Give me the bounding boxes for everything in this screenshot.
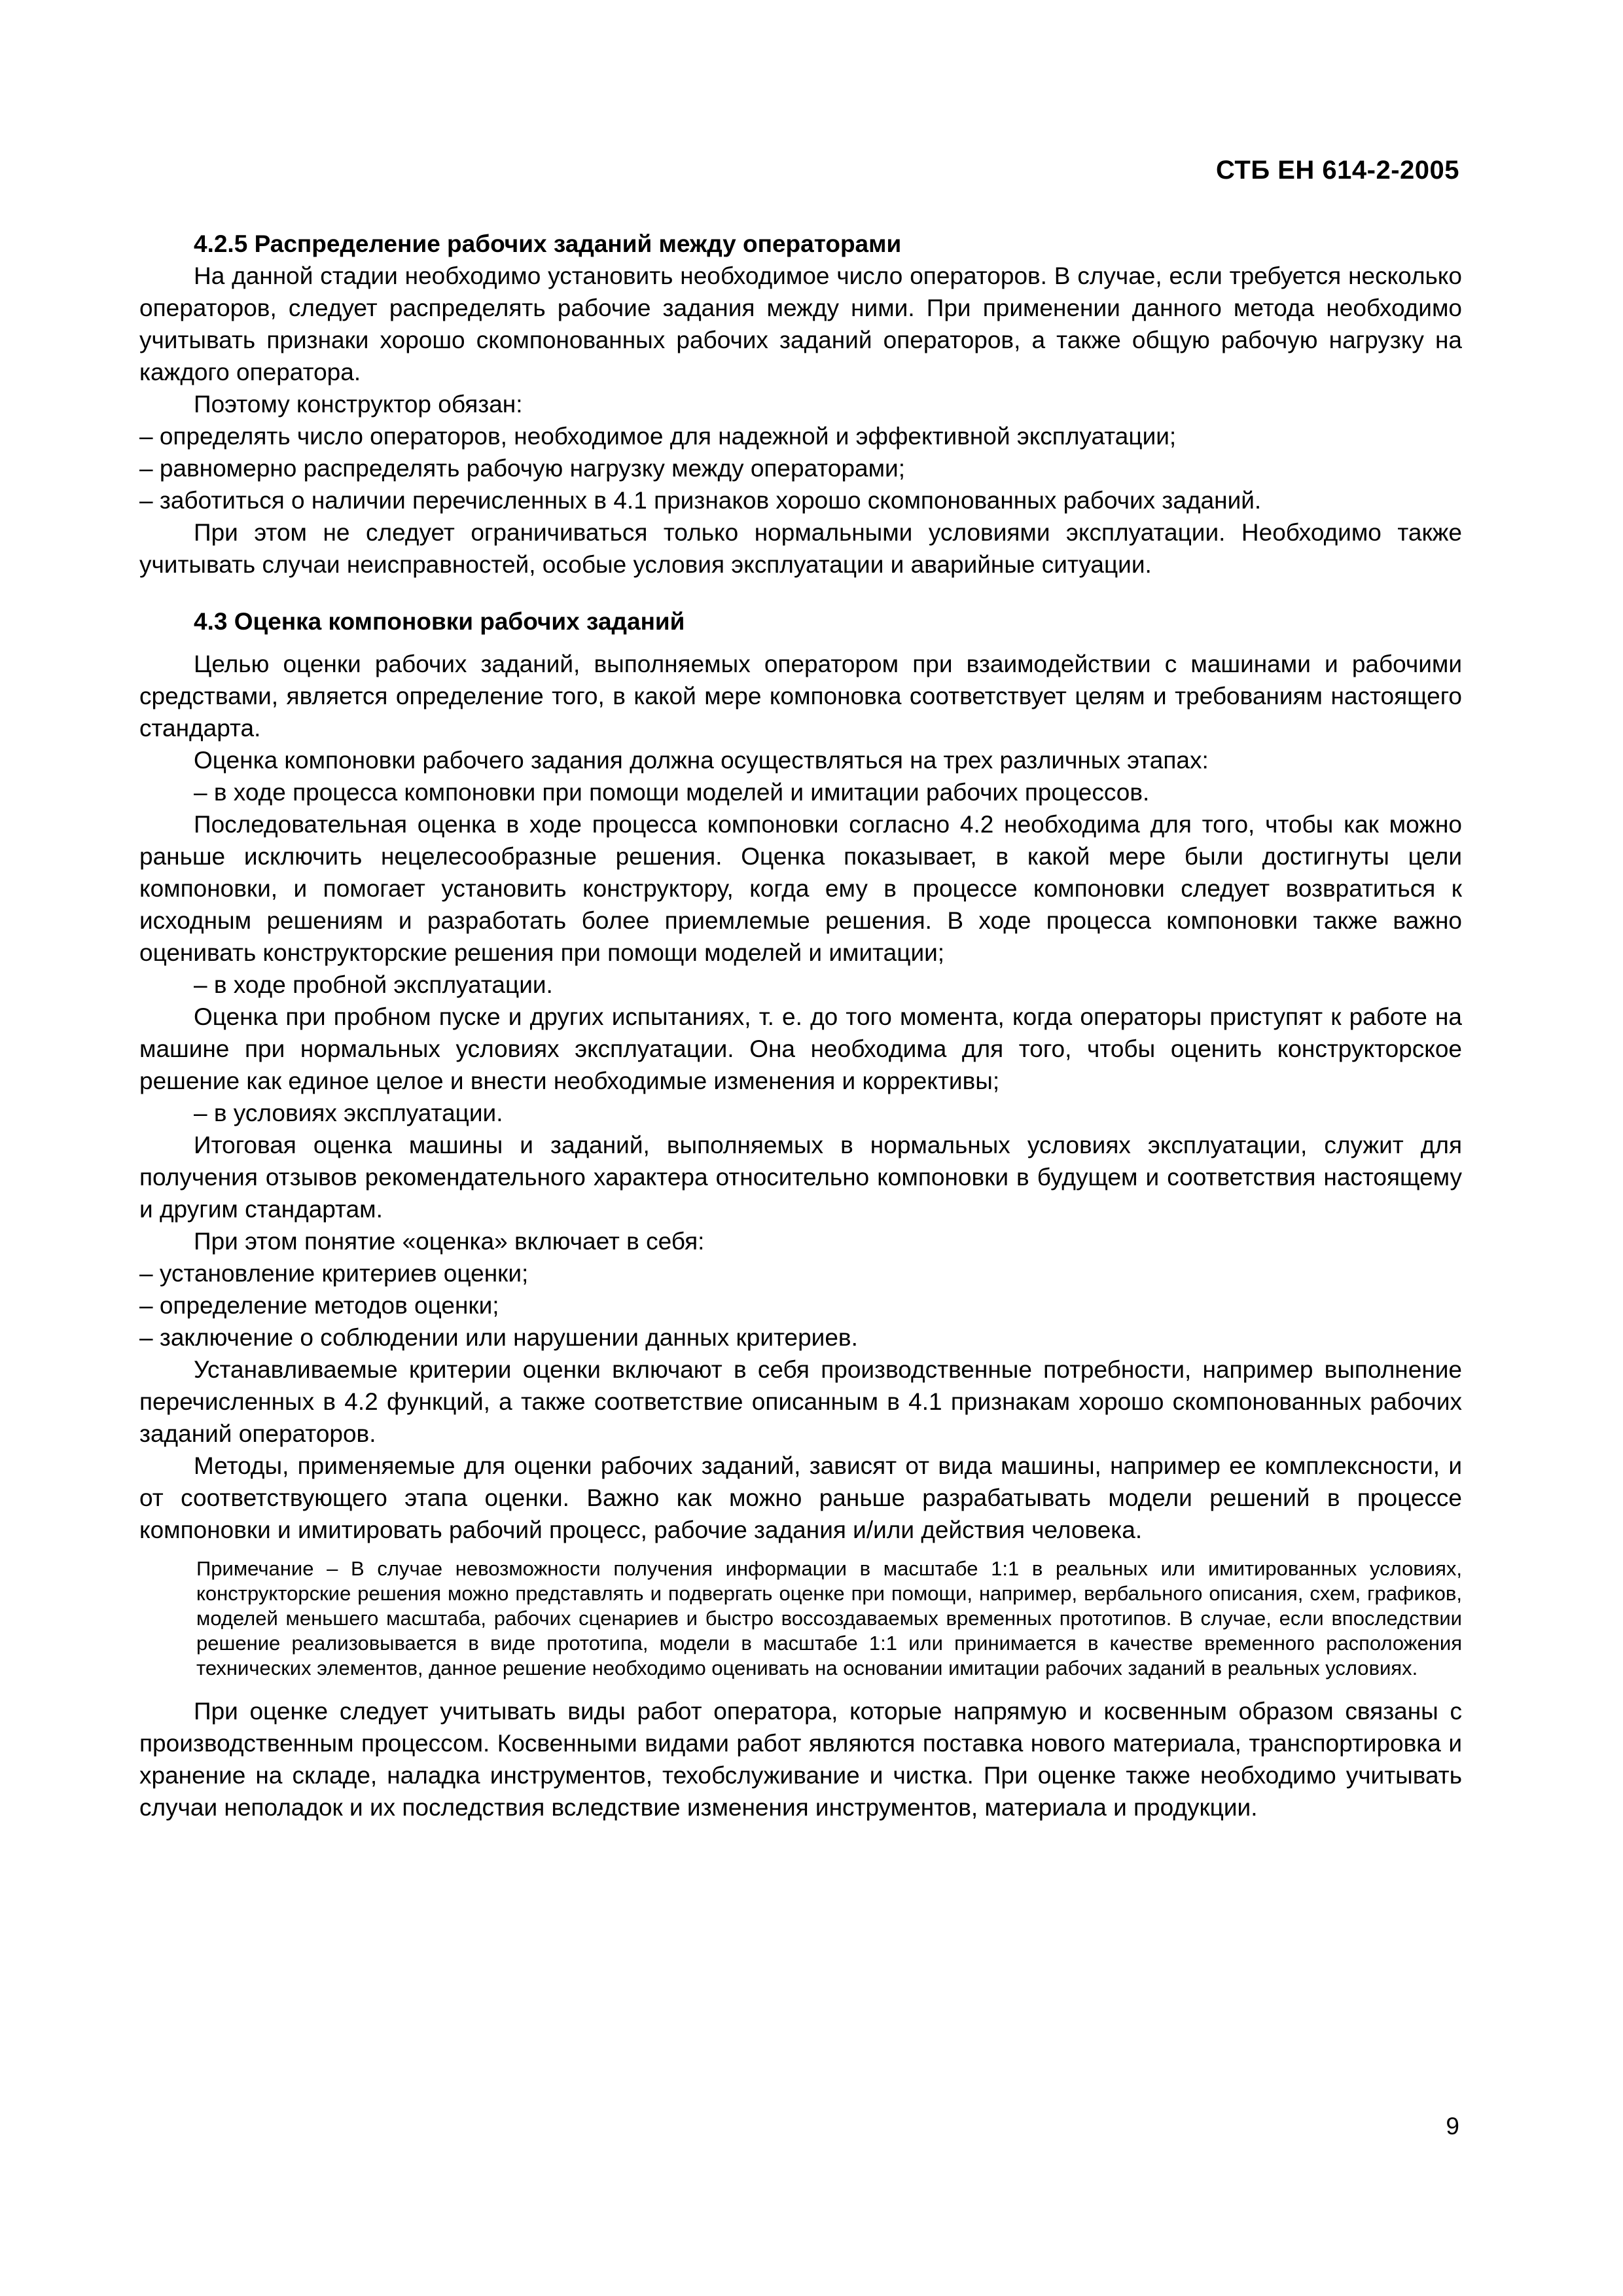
section-4-2-5-title: 4.2.5 Распределение рабочих заданий между операторами [194,230,902,257]
paragraph: Оценка при пробном пуске и других испытаниях, т. е. до того момента, когда операторы приступят к работе на машине при нормальных условиях эксплуатации. Она необходима для того, чтобы оценить конструкторское решение как единое целое и внести необходимые изменения и коррективы; [139,1003,1462,1094]
paragraph: Методы, применяемые для оценки рабочих заданий, зависят от вида машины, например ее комплексности, и от соответствующего этапа оценки. Важно как можно раньше разрабатывать модели решений в процессе компоновки и имитировать рабочий процесс, рабочие задания и/или действия человека. [139,1452,1462,1543]
list-item: – определять число операторов, необходимое для надежной и эффективной эксплуатации; [139,423,1177,450]
list-item: – равномерно распределять рабочую нагрузку между операторами; [139,455,905,482]
paragraph: При этом не следует ограничиваться только нормальными условиями эксплуатации. Необходимо также учитывать случаи неисправностей, особые условия эксплуатации и аварийные ситуации. [139,519,1462,578]
section-4-3-title: 4.3 Оценка компоновки рабочих заданий [194,608,685,635]
paragraph: На данной стадии необходимо установить необходимое число операторов. В случае, если требуется несколько операторов, следует распределять рабочие задания между ними. При применении данного метода необходимо учитывать признаки хорошо скомпонованных рабочих заданий операторов, а также общую рабочую нагрузку на каждого оператора. [139,262,1462,386]
paragraph: При этом понятие «оценка» включает в себя: [194,1228,705,1255]
list-item: – заключение о соблюдении или нарушении данных критериев. [139,1324,858,1351]
paragraph: Оценка компоновки рабочего задания должна осуществляться на трех различных этапах: [194,747,1209,774]
paragraph: Устанавливаемые критерии оценки включают в себя производственные потребности, например выполнение перечисленных в 4.2 функций, а также соответствие описанным в 4.1 признакам хорошо скомпонованных рабочих заданий операторов. [139,1356,1462,1447]
list-item: – в ходе процесса компоновки при помощи моделей и имитации рабочих процессов. [194,779,1150,806]
list-item: – в ходе пробной эксплуатации. [194,971,553,998]
paragraph: Последовательная оценка в ходе процесса компоновки согласно 4.2 необходима для того, чтобы как можно раньше исключить нецелесообразные решения. Оценка показывает, в какой мере были достигнуты цели компоновки, и помогает установить конструктору, когда ему в процессе компоновки следует возвратиться к исходным решениям и разработать более приемлемые решения. В ходе процесса компоновки также важно оценивать конструкторские решения при помощи моделей и имитации; [139,811,1462,966]
paragraph: При оценке следует учитывать виды работ оператора, которые напрямую и косвенным образом связаны с производственным процессом. Косвенными видами работ являются поставка нового материала, транспортировка и хранение на складе, наладка инструментов, техобслуживание и чистка. При оценке также необходимо учитывать случаи неполадок и их последствия вследствие изменения инструментов, материала и продукции. [139,1698,1462,1821]
list-item: – определение методов оценки; [139,1292,499,1319]
list-item: – установление критериев оценки; [139,1260,529,1287]
document-code: СТБ ЕН 614-2-2005 [1216,156,1459,185]
list-item: – заботиться о наличии перечисленных в 4.1 признаков хорошо скомпонованных рабочих заданий. [139,487,1262,514]
note: Примечание – В случае невозможности получения информации в масштабе 1:1 в реальных или имитированных условиях, конструкторские решения можно представлять и подвергать оценке при помощи, например, вербального описания, схем, графиков, моделей меньшего масштаба, рабочих сценариев и быстро воссоздаваемых временных прототипов. В случае, если впоследствии решение реализовывается в виде прототипа, модели в масштабе 1:1 или принимается в качестве временного расположения технических элементов, данное решение необходимо оценивать на основании имитации рабочих заданий в реальных условиях. [196,1557,1462,1679]
page-number: 9 [1446,2113,1459,2140]
paragraph: Поэтому конструктор обязан: [194,391,523,418]
page-content [139,228,1462,1823]
paragraph: Целью оценки рабочих заданий, выполняемых оператором при взаимодействии с машинами и рабочими средствами, является определение того, в какой мере компоновка соответствует целям и требованиям настоящего стандарта. [139,651,1462,742]
list-item: – в условиях эксплуатации. [194,1100,503,1126]
paragraph: Итоговая оценка машины и заданий, выполняемых в нормальных условиях эксплуатации, служит для получения отзывов рекомендательного характера относительно компоновки в будущем и соответствия настоящему и другим стандартам. [139,1132,1462,1223]
